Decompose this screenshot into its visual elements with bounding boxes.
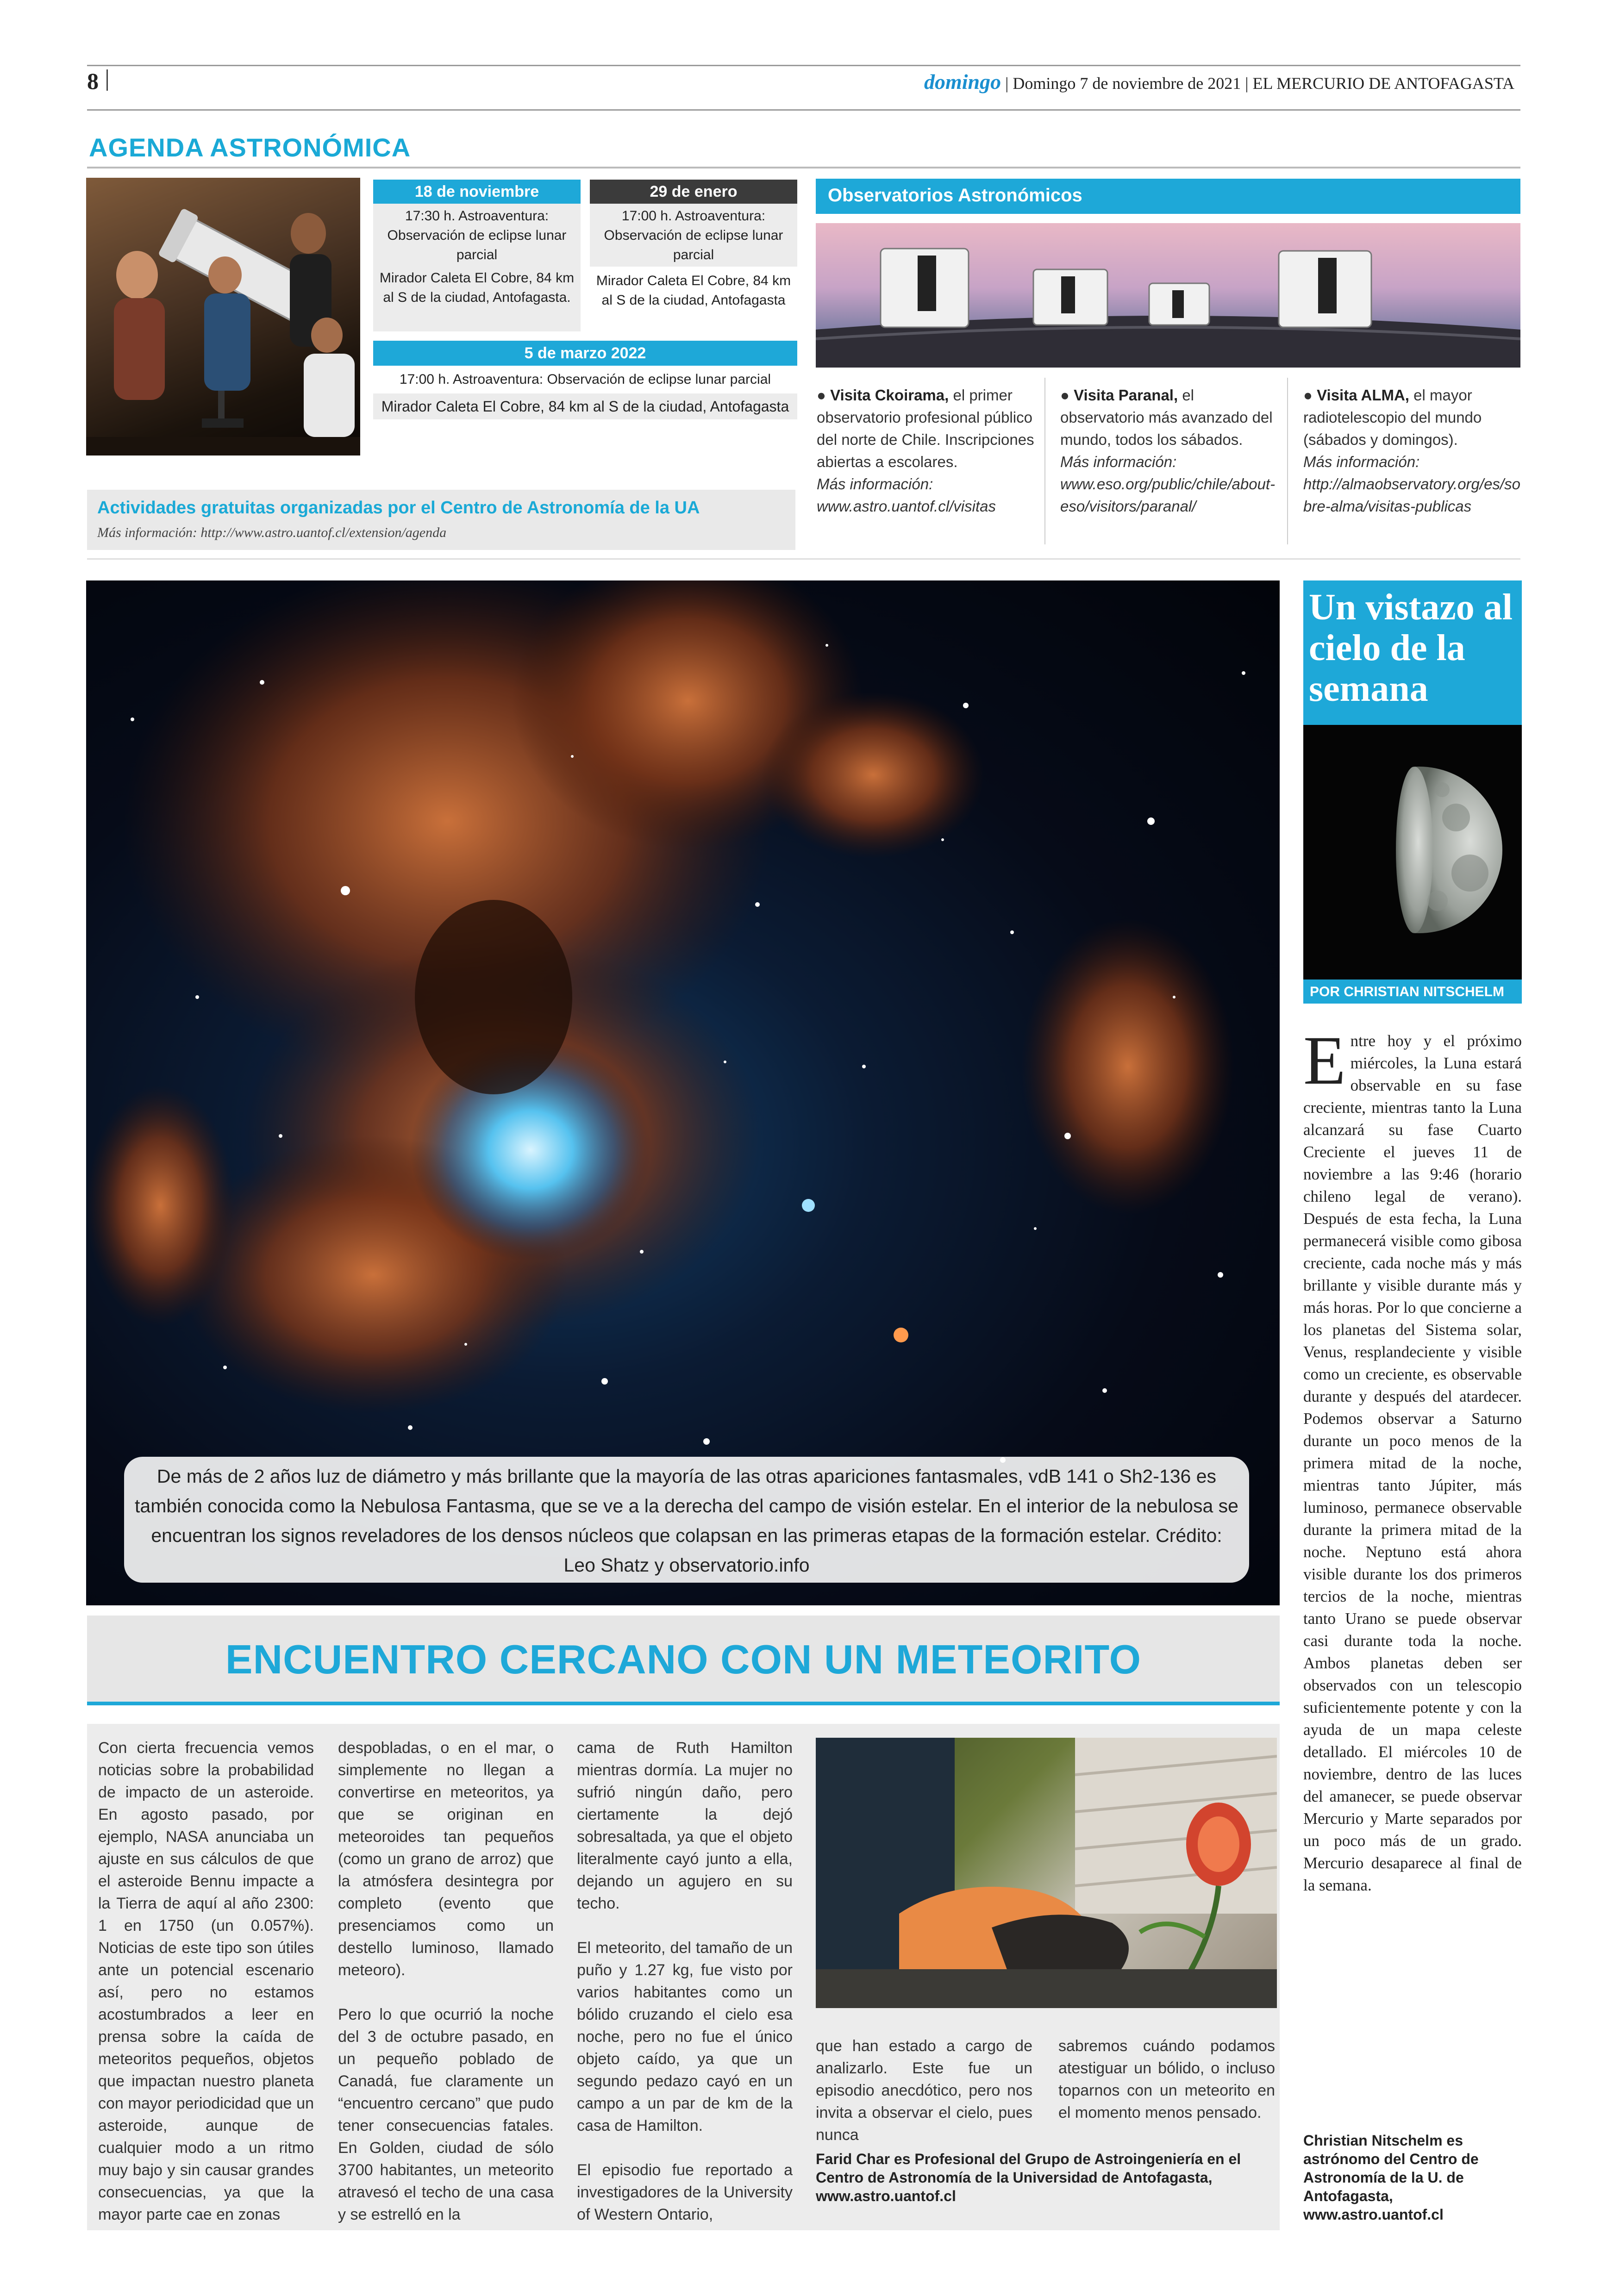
agenda-rule: [87, 167, 1520, 168]
sidebar-author-bio: Christian Nitschelm es astrónomo del Centro de Astronomía de la U. de Antofagasta, www.astro.uantof.cl: [1303, 2132, 1479, 2223]
event-time: 17:30 h. Astroaventura: Observación de eclipse lunar parcial: [387, 208, 567, 262]
article-column-1: [98, 1737, 314, 2248]
header-rule: [87, 109, 1520, 111]
observatory-info-label: Más información:: [1060, 453, 1177, 470]
observatory-name: Visita Ckoirama,: [830, 387, 949, 404]
observatories-header: [816, 179, 1520, 214]
event-place: Mirador Caleta El Cobre, 84 km al S de la ciudad, Antofagasta: [373, 393, 797, 419]
article-paragraph: Con cierta frecuencia vemos noticias sobre la probabilidad de impacto de un asteroide. En agosto pasado, por ejemplo, NASA anunciaba un ajuste en sus cálculos de que el asteroide Bennu impacte a la Tierra de aquí al año 2300: 1 en 1750 (un 0.057%). Noticias de este tipo son útiles ante un potencial escenario así, pero no estamos acostumbrados a leer en prensa sobre la caída de meteoritos pequeños, objetos que impactan nuestro planeta con mayor periodicidad que un asteroide, aunque de cualquier modo a un ritmo muy bajo y sin causar grandes consecuencias, ya que la mayor parte cae en zonas: [98, 1739, 314, 2223]
free-activities-box: [87, 490, 795, 550]
sidebar-title: Un vistazo al cielo de la semana: [1309, 587, 1513, 709]
ghost-nebula-illustration: [86, 580, 1280, 1605]
event-card: [373, 180, 581, 331]
event-date: 29 de enero: [590, 180, 797, 204]
observatory-alma: [1303, 384, 1521, 518]
article-author-bio: Farid Char es Profesional del Grupo de Astroingeniería en el Centro de Astronomía de la Universidad de Antofagasta, www.astro.uantof.cl: [816, 2151, 1241, 2204]
event-place: Mirador Caleta El Cobre, 84 km al S de la ciudad, Antofagasta: [596, 273, 791, 308]
column-divider: [1044, 378, 1045, 544]
article-paragraph: sabremos cuándo podamos atestiguar un bólido, o incluso toparnos con un meteorito en el momento menos pensado.: [1058, 2037, 1275, 2121]
moon-icon: [1303, 725, 1522, 980]
bullet-icon: ●: [817, 387, 826, 404]
observatory-ckoirama: [817, 384, 1034, 518]
header-date: Domingo 7 de noviembre de 2021: [1013, 74, 1241, 93]
article-paragraph: que han estado a cargo de analizarlo. Este fue un episodio anecdótico, pero nos invita a observar el cielo, pues nunca: [816, 2037, 1032, 2144]
event-time: 17:00 h. Astroaventura: Observación de eclipse lunar parcial: [604, 208, 783, 262]
event-place: Mirador Caleta El Cobre, 84 km al S de la ciudad, Antofagasta.: [379, 270, 575, 305]
article-column-3: [577, 1737, 793, 2248]
event-time: 17:00 h. Astroaventura: Observación de eclipse lunar parcial: [373, 366, 797, 393]
brand-name: domingo: [924, 70, 1001, 94]
sidebar-byline: POR CHRISTIAN NITSCHELM: [1310, 984, 1504, 999]
event-card: [373, 341, 797, 419]
observatory-name: Visita Paranal,: [1074, 387, 1178, 404]
article-title-underline: [87, 1702, 1280, 1705]
moon-photo: [1303, 725, 1522, 980]
page-number-divider: [106, 69, 108, 91]
sidebar-body: [1303, 1022, 1522, 1897]
article-title-box: [87, 1616, 1280, 1702]
article-column-2: [338, 1737, 554, 2248]
event-date: 18 de noviembre: [373, 180, 581, 204]
newspaper-name: EL MERCURIO DE ANTOFAGASTA: [1252, 74, 1514, 93]
bullet-icon: ●: [1303, 387, 1313, 404]
top-rule: [87, 65, 1520, 66]
observatories-title: Observatorios Astronómicos: [828, 185, 1082, 206]
agenda-title: AGENDA ASTRONÓMICA: [89, 133, 411, 162]
page-header: domingo | Domingo 7 de noviembre de 2021 | EL MERCURIO DE ANTOFAGASTA: [924, 70, 1514, 94]
article-column-4: [816, 2035, 1032, 2168]
photo-caption: De más de 2 años luz de diámetro y más brillante que la mayoría de las otras apariciones fantasmales, vdB 141 o Sh2-136 es también conocida como la Nebulosa Fantasma, que se ve a la derecha del campo de visión estelar. En el interior de la nebulosa se encuentran los signos reveladores de los densos núcleos que colapsan en las primeras etapas de la formación estelar. Crédito: Leo Shatz y observatorio.info: [124, 1457, 1249, 1583]
meteorite-photo: [816, 1738, 1277, 2008]
sidebar-title-box: [1303, 580, 1522, 725]
drop-cap: E: [1303, 1022, 1346, 1099]
observatory-desc: el observatorio más avanzado del mundo, todos los sábados.: [1060, 387, 1273, 448]
page-number: 8: [87, 68, 99, 94]
observatory-info-label: Más información:: [1303, 453, 1420, 470]
meteorite-hand-illustration: [816, 1738, 1277, 2008]
free-activities-title: Actividades gratuitas organizadas por el Centro de Astronomía de la UA: [97, 498, 700, 518]
article-paragraph: cama de Ruth Hamilton mientras dormía. La mujer no sufrió ningún daño, pero ciertamente la dejó sobresaltada, ya que el objeto literalmente cayó junto a ella, dejando un agujero en su techo.: [577, 1739, 793, 1912]
sidebar-text: ntre hoy y el próximo miércoles, la Luna estará observable en su fase creciente, mientras tanto la Luna alcanzará su fase Cuarto Creciente el jueves 11 de noviembre a las 9:46 (horario chileno legal de verano). Después de esta fecha, la Luna permanecerá visible como gibosa creciente, cada noche más y más brillante y visible durante más y más horas. Por lo que concierne a los planetas del Sistema solar, Venus, resplandeciente y visible como un creciente, es observable durante y después del atardecer. Podemos observar a Saturno durante un poco menos de la primera mitad de la noche, mientras tanto Júpiter, más luminoso, permanece observable durante la primera mitad de la noche. Neptuno está ahora visible durante los dos primeros tercios de la noche, mientras tanto Urano se puede observar casi durante toda la noche. Ambos planetas deben ser observados con un telescopio suficientemente potente y con la ayuda de un mapa celeste detallado. El miércoles 10 de noviembre, dentro de las luces del amanecer, se puede observar Mercurio y Marte separados por un poco más de un grado. Mercurio desaparece al final de la semana.: [1303, 1032, 1522, 1894]
observatory-name: Visita ALMA,: [1317, 387, 1409, 404]
telescope-photo: [86, 178, 360, 455]
bullet-icon: ●: [1060, 387, 1069, 404]
observatory-url[interactable]: www.eso.org/public/chile/about-eso/visitors/paranal/: [1060, 475, 1276, 515]
observatory-url[interactable]: http://almaobservatory.org/es/sobre-alma/visitas-publicas: [1303, 475, 1520, 515]
observatories-photo: [816, 223, 1520, 368]
paranal-telescopes-illustration: [816, 223, 1520, 368]
observatory-url[interactable]: www.astro.uantof.cl/visitas: [817, 498, 996, 515]
article-paragraph: Pero lo que ocurrió la noche del 3 de octubre pasado, en un pequeño poblado de Canadá, fue claramente un “encuentro cercano” que pudo tener consecuencias fatales. En Golden, ciudad de sólo 3700 habitantes, un meteorito atravesó el techo de una casa y se estrelló en la: [338, 2006, 554, 2223]
event-date: 5 de marzo 2022: [373, 341, 797, 366]
telescope-illustration: [86, 178, 360, 455]
observatory-desc: el mayor radiotelescopio del mundo (sábados y domingos).: [1303, 387, 1482, 448]
article-title: ENCUENTRO CERCANO CON UN METEORITO: [225, 1636, 1142, 1682]
column-divider: [1287, 378, 1288, 544]
event-card: [590, 180, 797, 315]
observatory-paranal: [1060, 384, 1278, 518]
article-paragraph: despobladas, o en el mar, o simplemente no llegan a convertirse en meteoritos, ya que se originan en meteoroides tan pequeños (como un grano de arroz) que la atmósfera desintegra por completo (evento que presenciamos como un destello luminoso, llamado meteoro).: [338, 1739, 554, 1979]
free-activities-link[interactable]: Más información: http://www.astro.uantof.cl/extension/agenda: [97, 525, 447, 540]
nebula-photo: [86, 580, 1280, 1605]
article-paragraph: El episodio fue reportado a investigadores de la University of Western Ontario,: [577, 2161, 793, 2223]
observatory-info-label: Más información:: [817, 475, 933, 493]
article-paragraph: El meteorito, del tamaño de un puño y 1.27 kg, fue visto por varios habitantes como un bólido cruzando el cielo esa noche, pero no fue el único objeto caído, ya que un segundo pedazo cayó en un campo a un par de km de la casa de Hamilton.: [577, 1939, 793, 2134]
observatory-desc: el primer observatorio profesional público del norte de Chile. Inscripciones abiertas a escolares.: [817, 387, 1034, 470]
agenda-bottom-rule: [87, 558, 1520, 560]
article-column-5: [1058, 2035, 1275, 2146]
sidebar-byline-box: [1303, 980, 1522, 1004]
